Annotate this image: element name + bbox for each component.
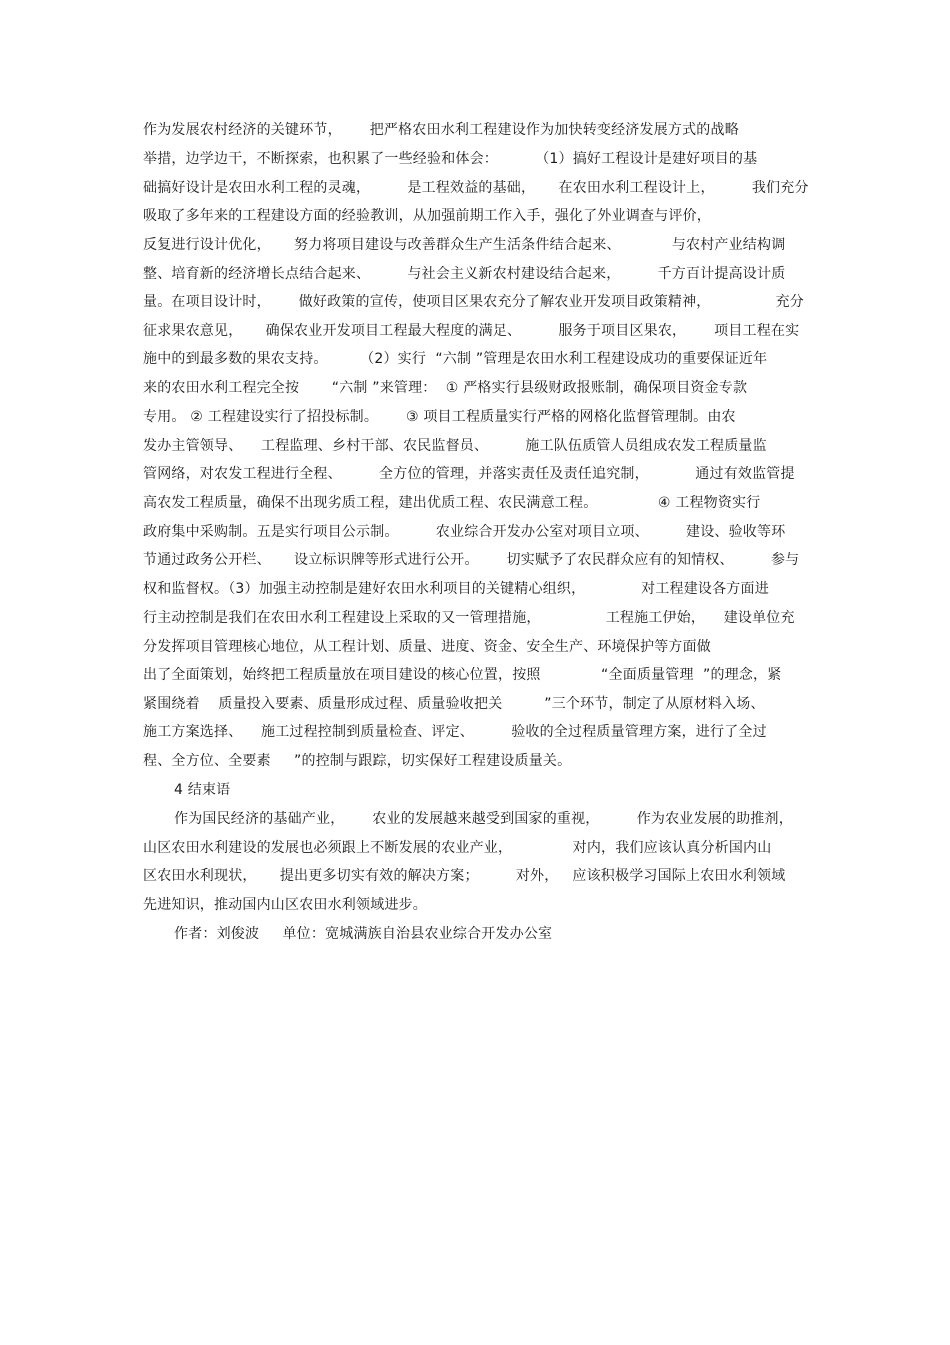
text-line: 征求果农意见， 确保农业开发项目工程最大程度的满足、 服务于项目区果农， 项目工程在实 <box>143 323 800 339</box>
text-line: 程、全方位、全要素 ”的控制与跟踪，切实保好工程建设质量关。 <box>143 753 572 769</box>
text-line: 发办主管领导、 工程监理、乡村干部、农民监督员、 施工队伍质管人员组成农发工程质量监 <box>143 438 767 454</box>
text-line: 施中的到最多数的果农支持。 （2）实行 “六制 ”管理是农田水利工程建设成功的重要保证近年 <box>143 351 768 367</box>
text-line: 吸取了多年来的工程建设方面的经验教训，从加强前期工作入手，强化了外业调查与评价， <box>143 208 711 224</box>
text-line: 来的农田水利工程完全按 “六制 ”来管理： ① 严格实行县级财政报账制，确保项目资金专款 <box>143 380 748 396</box>
text-line: 山区农田水利建设的发展也必须跟上不断发展的农业产业， 对内，我们应该认真分析国内山 <box>143 840 772 856</box>
text-line: 管网络，对农发工程进行全程、 全方位的管理，并落实责任及责任追究制， 通过有效监管提 <box>143 466 795 482</box>
section-heading: 4 结束语 <box>174 782 231 798</box>
text-line: 高农发工程质量，确保不出现劣质工程，建出优质工程、农民满意工程。 ④ 工程物资实行 <box>143 495 761 511</box>
text-line: 作为发展农村经济的关键环节， 把严格农田水利工程建设作为加快转变经济发展方式的战略 <box>143 122 739 138</box>
text-line: 分发挥项目管理核心地位，从工程计划、质量、进度、资金、安全生产、环境保护等方面做 <box>143 639 711 655</box>
text-line: 行主动控制是我们在农田水利工程建设上采取的又一管理措施， 工程施工伊始， 建设单位充 <box>143 610 795 626</box>
text-line: 政府集中采购制。五是实行项目公示制。 农业综合开发办公室对项目立项、 建设、验收等环 <box>143 524 786 540</box>
text-line: 权和监督权。（3）加强主动控制是建好农田水利项目的关键精心组织， 对工程建设各方面进 <box>143 581 769 597</box>
text-line: 础搞好设计是农田水利工程的灵魂， 是工程效益的基础， 在农田水利工程设计上， 我们充分 <box>143 180 809 196</box>
text-line: 区农田水利现状， 提出更多切实有效的解决方案； 对外， 应该积极学习国际上农田水利领域 <box>143 868 786 884</box>
text-line: 举措，边学边干，不断探索，也积累了一些经验和体会： （1）搞好工程设计是建好项目的基 <box>143 151 758 167</box>
text-line: 整、培育新的经济增长点结合起来、 与社会主义新农村建设结合起来， 千方百计提高设计质 <box>143 266 786 282</box>
text-line: 节通过政务公开栏、 设立标识牌等形式进行公开。 切实赋予了农民群众应有的知情权、 参与 <box>143 552 800 568</box>
author-line: 作者：刘俊波 单位：宽城满族自治县农业综合开发办公室 <box>174 926 553 942</box>
text-line: 量。在项目设计时， 做好政策的宣传，使项目区果农充分了解农业开发项目政策精神， 充分 <box>143 294 805 310</box>
text-line: 先进知识，推动国内山区农田水利领域进步。 <box>143 897 427 913</box>
text-line: 反复进行设计优化， 努力将项目建设与改善群众生产生活条件结合起来、 与农村产业结构调 <box>143 237 786 253</box>
text-line: 出了全面策划，始终把工程质量放在项目建设的核心位置，按照 “全面质量管理 ”的理念，紧 <box>143 667 782 683</box>
text-line: 专用。 ② 工程建设实行了招投标制。 ③ 项目工程质量实行严格的网格化监督管理制。由农 <box>143 409 736 425</box>
text-line: 作为国民经济的基础产业， 农业的发展越来越受到国家的重视， 作为农业发展的助推剂， <box>174 811 793 827</box>
text-line: 施工方案选择、 施工过程控制到质量检查、评定、 验收的全过程质量管理方案，进行了全过 <box>143 724 767 740</box>
text-line: 紧围绕着 质量投入要素、质量形成过程、质量验收把关 ”三个环节，制定了从原材料入场、 <box>143 696 765 712</box>
